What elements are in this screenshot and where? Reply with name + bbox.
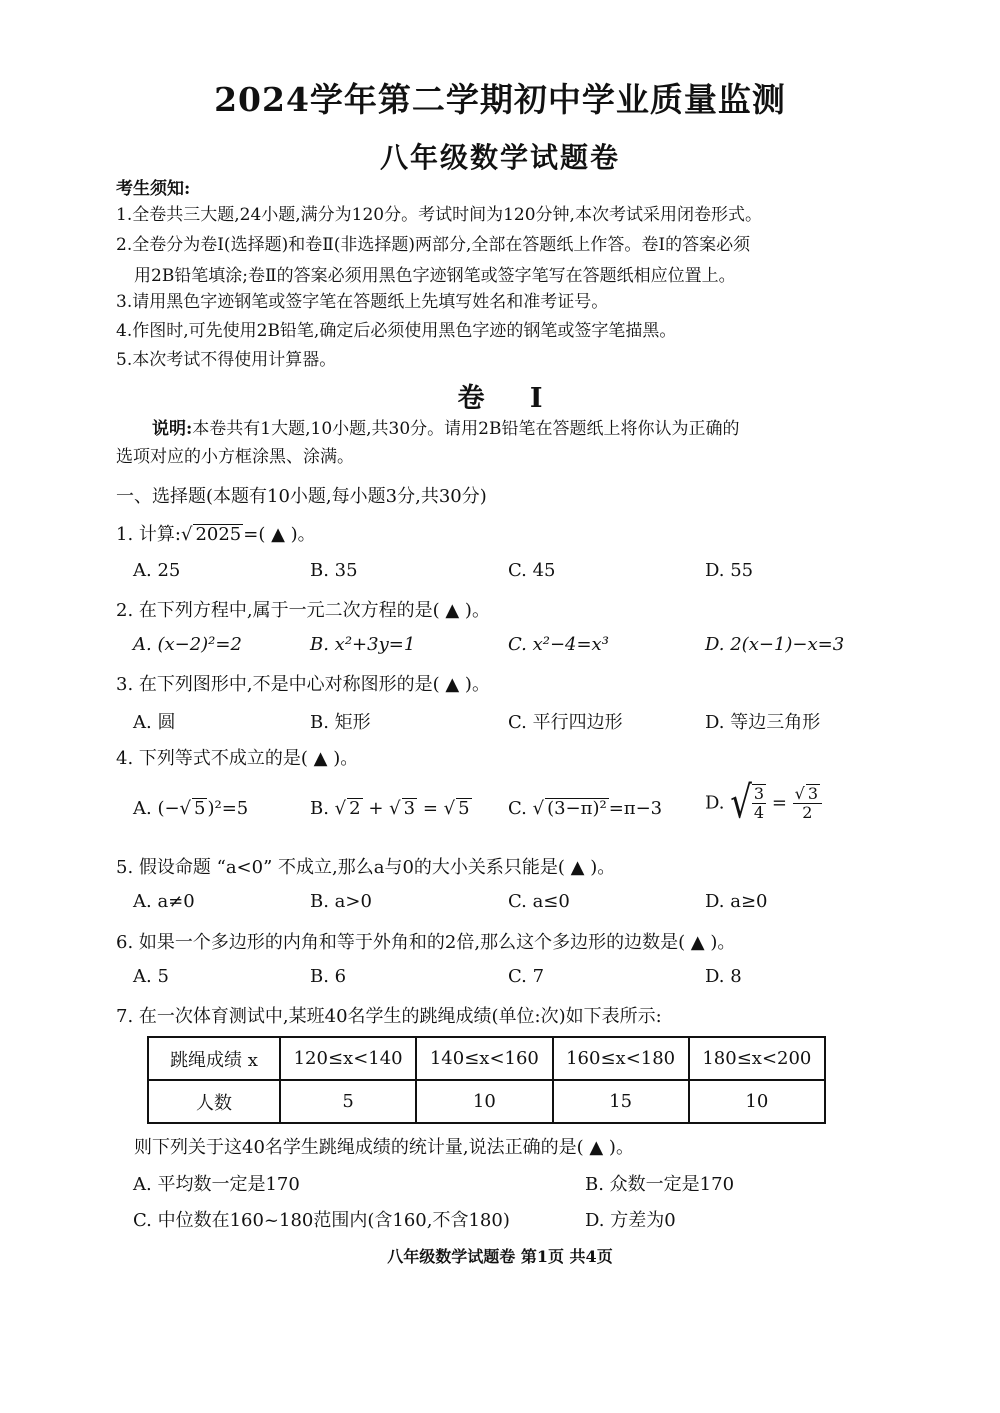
sqrt-sign: √ bbox=[180, 524, 193, 545]
sqrt-sign: √ bbox=[389, 798, 401, 819]
question-5: 5. 假设命题 “a<0” 不成立,那么a与0的大小关系只能是( ▲ )。 bbox=[116, 857, 616, 878]
q4-option-b bbox=[310, 798, 472, 819]
q2-option-a: A. (x−2)²=2 bbox=[133, 634, 242, 655]
sqrt-sign: √ bbox=[794, 784, 805, 803]
question-6: 6. 如果一个多边形的内角和等于外角和的2倍,那么这个多边形的边数是( ▲ )。 bbox=[116, 932, 736, 953]
q4d-eq: = bbox=[771, 792, 787, 814]
q4d-rnum: 3 bbox=[807, 784, 819, 803]
q4d-den: 4 bbox=[753, 803, 765, 822]
question-1 bbox=[116, 520, 316, 546]
q4b-r3: 5 bbox=[458, 798, 470, 819]
table-cell: 15 bbox=[553, 1080, 689, 1123]
q2-option-b: B. x²+3y=1 bbox=[310, 634, 416, 655]
q1-option-d: D. 55 bbox=[705, 560, 754, 581]
table-cell: 人数 bbox=[148, 1080, 280, 1123]
q1-option-c: C. 45 bbox=[508, 560, 556, 581]
q6-option-d: D. 8 bbox=[705, 966, 742, 987]
question-1-radicand: 2025 bbox=[195, 524, 242, 545]
table-row bbox=[148, 1037, 825, 1080]
q4c-pre: C. bbox=[508, 798, 533, 819]
q6-option-c: C. 7 bbox=[508, 966, 545, 987]
sqrt-sign: √ bbox=[730, 777, 752, 829]
q2-option-c: C. x²−4=x³ bbox=[508, 634, 609, 655]
q4d-pre: D. bbox=[705, 792, 731, 814]
q6-option-b: B. 6 bbox=[310, 966, 347, 987]
q4b-plus: + bbox=[368, 798, 384, 819]
q3-option-b: B. 矩形 bbox=[310, 712, 371, 733]
question-7-followup: 则下列关于这40名学生跳绳成绩的统计量,说法正确的是( ▲ )。 bbox=[134, 1137, 634, 1158]
question-4: 4. 下列等式不成立的是( ▲ )。 bbox=[116, 748, 359, 769]
sqrt-sign: √ bbox=[179, 798, 192, 819]
description-line-2: 选项对应的小方框涂黑、涂满。 bbox=[116, 447, 354, 467]
q5-option-d: D. a≥0 bbox=[705, 891, 768, 912]
q4d-num: 3 bbox=[753, 784, 765, 803]
q4b-pre: B. bbox=[310, 798, 335, 819]
table-cell: 5 bbox=[280, 1080, 416, 1123]
score-table bbox=[147, 1036, 826, 1124]
q4d-rnum-wrap bbox=[793, 784, 822, 804]
q4b-r1: 2 bbox=[349, 798, 361, 819]
q4-option-a bbox=[133, 798, 248, 819]
table-header-cell: 180≤x<200 bbox=[689, 1037, 825, 1080]
q1-option-b: B. 35 bbox=[310, 560, 358, 581]
table-cell: 10 bbox=[689, 1080, 825, 1123]
q2-option-d: D. 2(x−1)−x=3 bbox=[705, 634, 845, 655]
table-row bbox=[148, 1080, 825, 1123]
q3-option-a: A. 圆 bbox=[133, 712, 176, 733]
notice-item-2: 2.全卷分为卷Ⅰ(选择题)和卷Ⅱ(非选择题)两部分,全部在答题纸上作答。卷Ⅰ的答案必须 bbox=[116, 235, 751, 255]
q7-option-b: B. 众数一定是170 bbox=[585, 1174, 735, 1195]
q4-option-c bbox=[508, 798, 662, 819]
q4c-radicand: (3−π)² bbox=[547, 798, 607, 819]
table-header-cell: 140≤x<160 bbox=[416, 1037, 552, 1080]
part-description bbox=[152, 414, 739, 439]
question-3: 3. 在下列图形中,不是中心对称图形的是( ▲ )。 bbox=[116, 674, 490, 695]
q3-option-d: D. 等边三角形 bbox=[705, 712, 821, 733]
notice-item-1: 1.全卷共三大题,24小题,满分为120分。考试时间为120分钟,本次考试采用闭卷形式。 bbox=[116, 205, 762, 225]
part-heading: 卷 Ⅰ bbox=[457, 383, 561, 414]
notice-item-3: 3.请用黑色字迹钢笔或签字笔在答题纸上先填写姓名和准考证号。 bbox=[116, 292, 609, 312]
q1-option-a: A. 25 bbox=[133, 560, 181, 581]
section-heading: 一、选择题(本题有10小题,每小题3分,共30分) bbox=[116, 486, 487, 507]
notice-item-5: 5.本次考试不得使用计算器。 bbox=[116, 350, 337, 370]
q7-option-c: C. 中位数在160~180范围内(含160,不含180) bbox=[133, 1210, 510, 1231]
description-label: 说明: bbox=[152, 419, 193, 439]
table-header-cell: 跳绳成绩 x bbox=[148, 1037, 280, 1080]
table-cell: 10 bbox=[416, 1080, 552, 1123]
q4d-left-fraction bbox=[752, 784, 766, 822]
page-subtitle: 八年级数学试题卷 bbox=[379, 141, 620, 174]
notice-item-4: 4.作图时,可先使用2B铅笔,确定后必须使用黑色字迹的钢笔或签字笔描黑。 bbox=[116, 321, 677, 341]
q4d-rden: 2 bbox=[802, 803, 813, 822]
question-7: 7. 在一次体育测试中,某班40名学生的跳绳成绩(单位:次)如下表所示: bbox=[116, 1006, 662, 1027]
q4b-r2: 3 bbox=[403, 798, 416, 819]
q4b-eq: = bbox=[422, 798, 438, 819]
q3-option-c: C. 平行四边形 bbox=[508, 712, 623, 733]
description-line-1: 本卷共有1大题,10小题,共30分。请用2B铅笔在答题纸上将你认为正确的 bbox=[192, 419, 740, 439]
q4a-pre: A. (− bbox=[133, 798, 180, 819]
notice-heading: 考生须知: bbox=[116, 179, 191, 199]
q4d-right-fraction bbox=[793, 784, 822, 822]
q4-option-d bbox=[705, 777, 822, 829]
table-header-cell: 120≤x<140 bbox=[280, 1037, 416, 1080]
q5-option-a: A. a≠0 bbox=[133, 891, 195, 912]
q5-option-b: B. a>0 bbox=[310, 891, 372, 912]
q4a-radicand: 5 bbox=[194, 798, 206, 819]
page-title: 2024学年第二学期初中学业质量监测 bbox=[214, 80, 786, 119]
question-2: 2. 在下列方程中,属于一元二次方程的是( ▲ )。 bbox=[116, 600, 490, 621]
page-footer: 八年级数学试题卷 第1页 共4页 bbox=[387, 1247, 613, 1266]
sqrt-sign: √ bbox=[532, 798, 545, 819]
q5-option-c: C. a≤0 bbox=[508, 891, 570, 912]
question-1-stem-post: =( ▲ )。 bbox=[243, 524, 316, 545]
question-1-stem-pre: 1. 计算: bbox=[116, 524, 181, 545]
q7-option-a: A. 平均数一定是170 bbox=[133, 1174, 300, 1195]
q4a-post: )²=5 bbox=[207, 798, 249, 819]
sqrt-sign: √ bbox=[443, 798, 456, 819]
sqrt-sign: √ bbox=[334, 798, 347, 819]
table-header-cell: 160≤x<180 bbox=[553, 1037, 689, 1080]
notice-item-2-cont: 用2B铅笔填涂;卷Ⅱ的答案必须用黑色字迹钢笔或签字笔写在答题纸相应位置上。 bbox=[134, 266, 736, 286]
q4c-post: =π−3 bbox=[608, 798, 663, 819]
q6-option-a: A. 5 bbox=[133, 966, 169, 987]
q7-option-d: D. 方差为0 bbox=[585, 1210, 676, 1231]
